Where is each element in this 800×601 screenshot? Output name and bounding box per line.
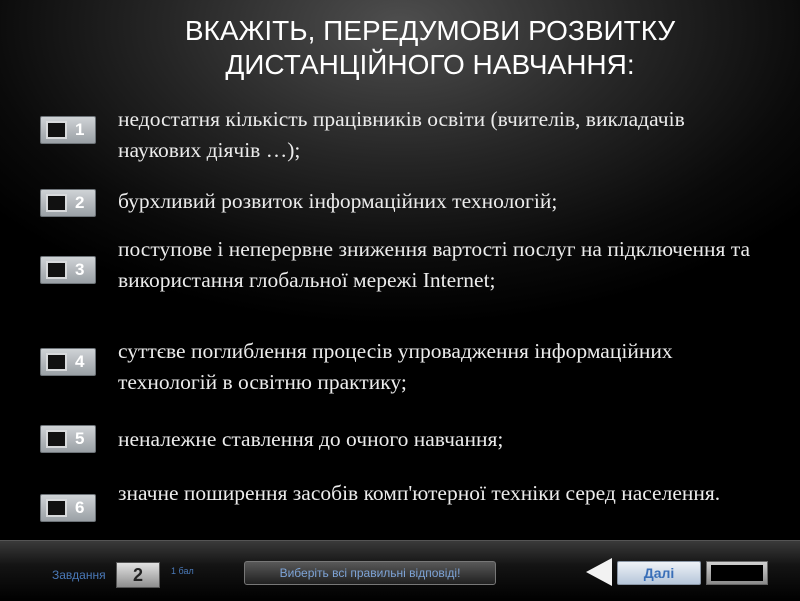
page-title: ВКАЖІТЬ, ПЕРЕДУМОВИ РОЗВИТКУ ДИСТАНЦІЙНОГО НАВЧАННЯ:	[184, 15, 676, 80]
checkbox-number: 3	[75, 260, 85, 279]
checkbox-square	[46, 353, 67, 371]
option-text-5: неналежне ставлення до очного навчання;	[118, 427, 504, 451]
finish-button[interactable]	[706, 561, 768, 585]
checkbox-number: 6	[75, 498, 85, 517]
checkbox-number: 1	[75, 120, 85, 139]
checkbox-square	[46, 261, 67, 279]
next-button[interactable]: Далі	[617, 561, 701, 585]
checkbox-number: 5	[75, 429, 85, 448]
bottom-toolbar	[0, 540, 800, 601]
checkbox-6[interactable]	[40, 494, 96, 522]
checkbox-square	[46, 430, 67, 448]
instruction-hint: Виберіть всі правильні відповіді!	[244, 561, 496, 585]
checkbox-square	[46, 121, 67, 139]
checkbox-5[interactable]	[40, 425, 96, 453]
checkbox-4[interactable]	[40, 348, 96, 376]
checkbox-square	[46, 194, 67, 212]
checkbox-1[interactable]	[40, 116, 96, 144]
checkbox-number: 2	[75, 193, 85, 212]
option-text-4: суттєве поглиблення процесів упровадження інформаційних технологій в освітню практику;	[118, 339, 673, 394]
checkbox-square	[46, 499, 67, 517]
option-text-1: недостатня кількість працівників освіти (вчителів, викладачів наукових діячів …);	[118, 107, 685, 162]
task-number: 2	[116, 562, 160, 588]
option-text-2: бурхливий розвиток інформаційних технологій;	[118, 189, 558, 213]
option-text-6: значне поширення засобів комп'ютерної техніки серед населення.	[118, 481, 721, 505]
checkbox-2[interactable]	[40, 189, 96, 217]
option-text-3: поступове і неперервне зниження вартості послуг на підключення та використання глобальної мережі Internet;	[118, 237, 751, 292]
checkbox-3[interactable]	[40, 256, 96, 284]
task-label: Завдання	[52, 568, 106, 582]
checkbox-number: 4	[75, 352, 85, 371]
points-label: 1 бал	[171, 566, 194, 576]
back-arrow-icon[interactable]	[586, 558, 612, 586]
finish-button-face	[711, 565, 763, 581]
